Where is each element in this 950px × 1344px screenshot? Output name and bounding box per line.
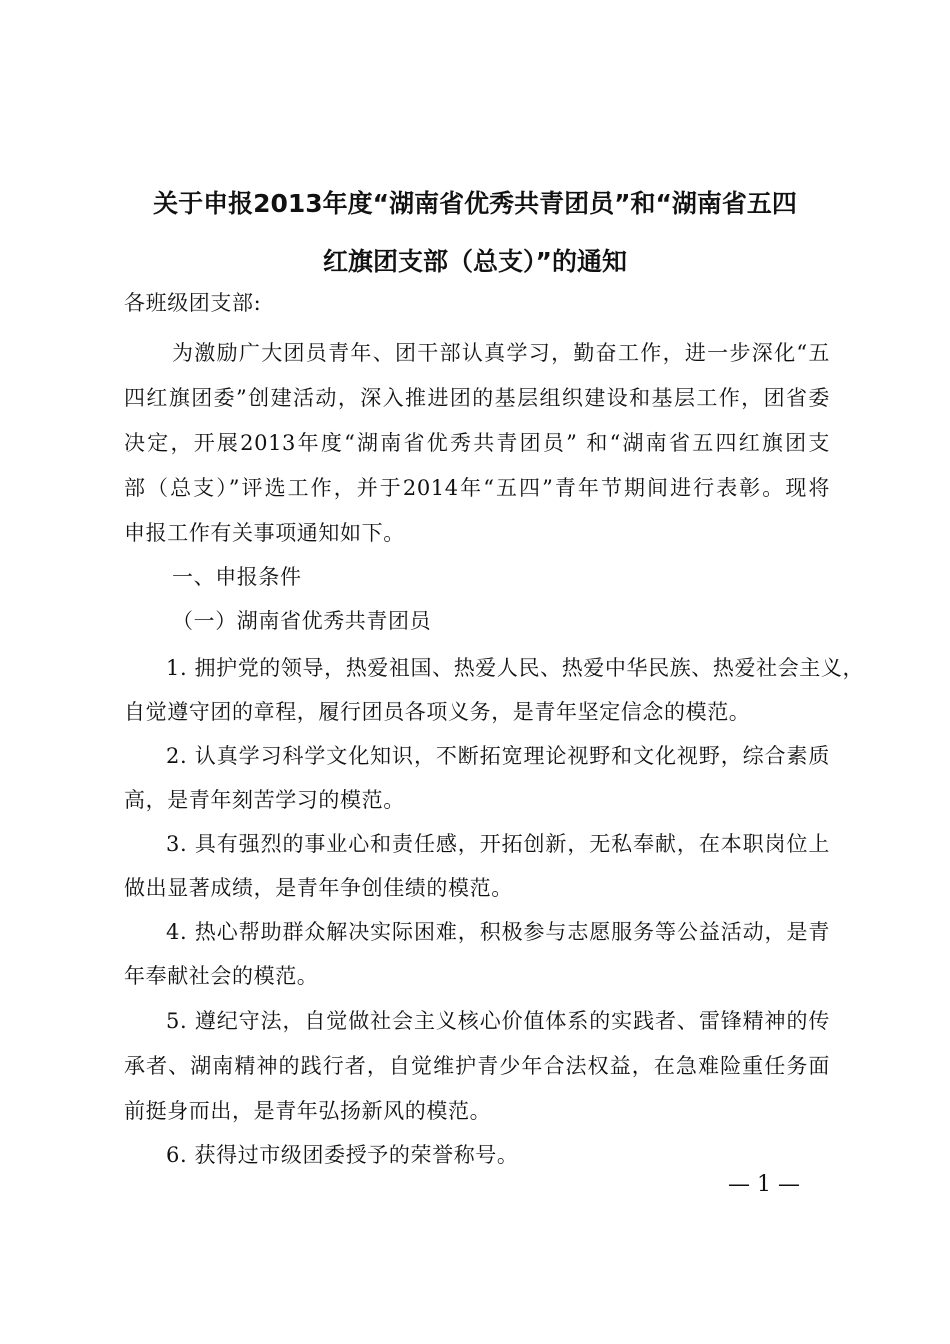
criteria-item-3: 3. 具有强烈的事业心和责任感，开拓创新，无私奉献，在本职岗位上 (166, 832, 830, 856)
criteria-item-5: 5. 遵纪守法，自觉做社会主义核心价值体系的实践者、雷锋精神的传 (166, 1009, 830, 1033)
body-line: 前挺身而出，是青年弘扬新风的模范。 (124, 1099, 492, 1123)
criteria-item-1: 1. 拥护党的领导，热爱祖国、热爱人民、热爱中华民族、热爱社会主义， (166, 656, 865, 680)
body-line: 承者、湖南精神的践行者，自觉维护青少年合法权益，在急难险重任务面 (124, 1054, 830, 1078)
body-line: 四红旗团委”创建活动，深入推进团的基层组织建设和基层工作，团省委 (124, 386, 830, 410)
document-title-line-2: 红旗团支部（总支）”的通知 (323, 247, 627, 276)
subsection-heading: （一）湖南省优秀共青团员 (172, 609, 432, 633)
body-line: 申报工作有关事项通知如下。 (124, 521, 405, 545)
body-line: 年奉献社会的模范。 (124, 964, 319, 988)
page-number: — 1 — (728, 1172, 800, 1197)
criteria-item-2: 2. 认真学习科学文化知识，不断拓宽理论视野和文化视野，综合素质 (166, 744, 830, 768)
salutation: 各班级团支部: (124, 291, 262, 315)
body-line: 高，是青年刻苦学习的模范。 (124, 788, 405, 812)
body-line: 做出显著成绩，是青年争创佳绩的模范。 (124, 876, 513, 900)
criteria-item-6: 6. 获得过市级团委授予的荣誉称号。 (166, 1143, 519, 1167)
body-line: 自觉遵守团的章程，履行团员各项义务，是青年坚定信念的模范。 (124, 700, 751, 724)
criteria-item-4: 4. 热心帮助群众解决实际困难，积极参与志愿服务等公益活动，是青 (166, 920, 830, 944)
body-line: 为激励广大团员青年、团干部认真学习，勤奋工作，进一步深化“五 (172, 341, 830, 365)
section-heading: 一、申报条件 (172, 565, 302, 589)
body-line: 部（总支）”评选工作，并于2014年“五四”青年节期间进行表彰。现将 (124, 476, 830, 500)
document-title-line-1: 关于申报2013年度“湖南省优秀共青团员”和“湖南省五四 (153, 189, 797, 218)
body-line: 决定，开展2013年度“湖南省优秀共青团员” 和“湖南省五四红旗团支 (124, 431, 830, 455)
